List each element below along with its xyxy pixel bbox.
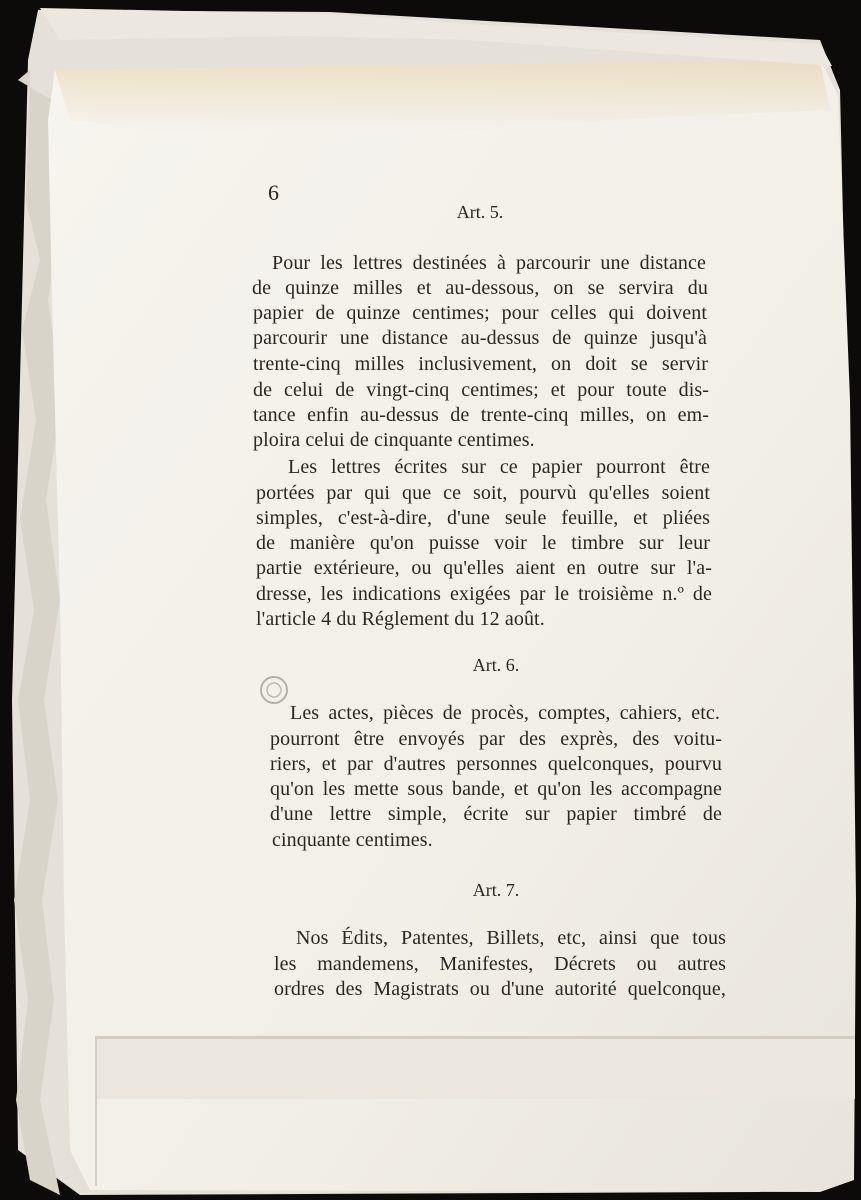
text-line: les mandemens, Manifestes, Décrets ou autres — [274, 953, 726, 975]
article-heading: Art. 7. — [472, 880, 520, 900]
text-line: Pour les lettres destinées à parcourir une distance — [272, 252, 706, 274]
text-line: Les actes, pièces de procès, comptes, cahiers, etc. — [290, 702, 720, 724]
article-heading: Art. 6. — [472, 655, 520, 675]
text-line: dresse, les indications exigées par le troisième n.º de — [256, 583, 712, 605]
page-number: 6 — [268, 180, 279, 205]
text-line: portées par qui que ce soit, pourvù qu'elles soient — [256, 482, 710, 504]
text-line: parcourir une distance au-dessus de quinze jusqu'à — [253, 327, 707, 349]
text-line: pourront être envoyés par des exprès, des voitu- — [270, 728, 722, 750]
text-line: tance enfin au-dessus de trente-cinq milles, on em- — [253, 404, 709, 426]
text-line: Nos Édits, Patentes, Billets, etc, ainsi que tous — [296, 927, 726, 949]
text-line: ploira celui de cinquante centimes. — [253, 429, 535, 451]
text-line: trente-cinq milles inclusivement, on doit se servir — [253, 353, 708, 375]
article-heading: Art. 5. — [456, 202, 504, 222]
text-line: Les lettres écrites sur ce papier pourront être — [288, 456, 710, 478]
text-line: riers, et par d'autres personnes quelconques, pourvu — [270, 753, 722, 775]
text-line: papier de quinze centimes; pour celles qui doivent — [253, 302, 707, 324]
text-line: cinquante centimes. — [272, 829, 433, 851]
text-line: de manière qu'on puisse voir le timbre sur leur — [256, 532, 710, 554]
text-line: ordres des Magistrats ou d'une autorité quelconque, — [274, 978, 726, 1000]
text-line: partie extérieure, ou qu'elles aient en outre sur l'a- — [256, 557, 712, 579]
text-line: d'une lettre simple, écrite sur papier timbré de — [270, 803, 722, 825]
text-line: de quinze milles et au-dessous, on se servira du — [252, 277, 708, 299]
text-line: simples, c'est-à-dire, d'une seule feuille, et pliées — [256, 507, 710, 529]
text-line: qu'on les mette sous bande, et qu'on les accompagne — [270, 778, 722, 800]
text-line: l'article 4 du Réglement du 12 août. — [256, 608, 545, 630]
text-line: de celui de vingt-cinq centimes; et pour toute dis- — [253, 379, 709, 401]
